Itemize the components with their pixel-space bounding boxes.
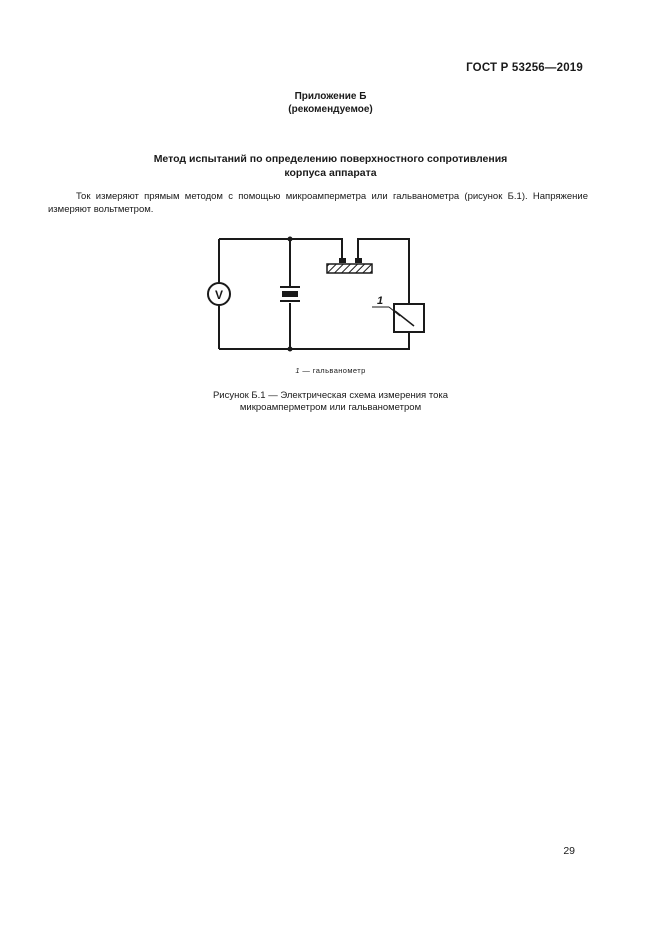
junction-dot-top bbox=[288, 237, 293, 242]
figure-caption-line-2: микроамперметром или гальванометром bbox=[239, 402, 422, 413]
annex-heading bbox=[0, 90, 661, 116]
voltmeter bbox=[208, 283, 230, 305]
voltmeter-label: V bbox=[214, 288, 224, 302]
legend-number: 1 bbox=[295, 366, 300, 375]
figure-caption-line-1: Рисунок Б.1 — Электрическая схема измерения тока bbox=[212, 390, 449, 401]
test-sample bbox=[327, 258, 372, 273]
section-title-line-1: Метод испытаний по определению поверхностного сопротивления bbox=[153, 153, 508, 165]
section-title-line-2: корпуса аппарата bbox=[284, 167, 377, 179]
galvanometer bbox=[394, 304, 424, 332]
section-heading bbox=[0, 152, 661, 180]
electrode-left bbox=[339, 258, 346, 263]
legend-text: гальванометр bbox=[312, 366, 366, 375]
page-number: 29 bbox=[563, 845, 575, 857]
legend-separator: — bbox=[302, 366, 311, 375]
figure-legend bbox=[0, 366, 661, 375]
annex-title: Приложение Б bbox=[294, 91, 367, 102]
battery-symbol bbox=[280, 286, 300, 302]
sample-plate bbox=[327, 264, 372, 273]
standard-number: ГОСТ Р 53256—2019 bbox=[466, 62, 583, 74]
junction-dot-bottom bbox=[288, 347, 293, 352]
wire-bottom bbox=[219, 332, 409, 349]
body-paragraph: Ток измеряют прямым методом с помощью микроамперметра или гальванометра (рисунок Б.1). Напряжение измеряют вольтметром. bbox=[48, 191, 588, 215]
callout-number: 1 bbox=[377, 295, 384, 307]
circuit-diagram bbox=[200, 230, 440, 360]
annex-status: (рекомендуемое) bbox=[288, 104, 373, 115]
electrode-right bbox=[355, 258, 362, 263]
figure-caption bbox=[0, 390, 661, 414]
galvanometer-box bbox=[394, 304, 424, 332]
wire-top-left bbox=[219, 239, 342, 260]
